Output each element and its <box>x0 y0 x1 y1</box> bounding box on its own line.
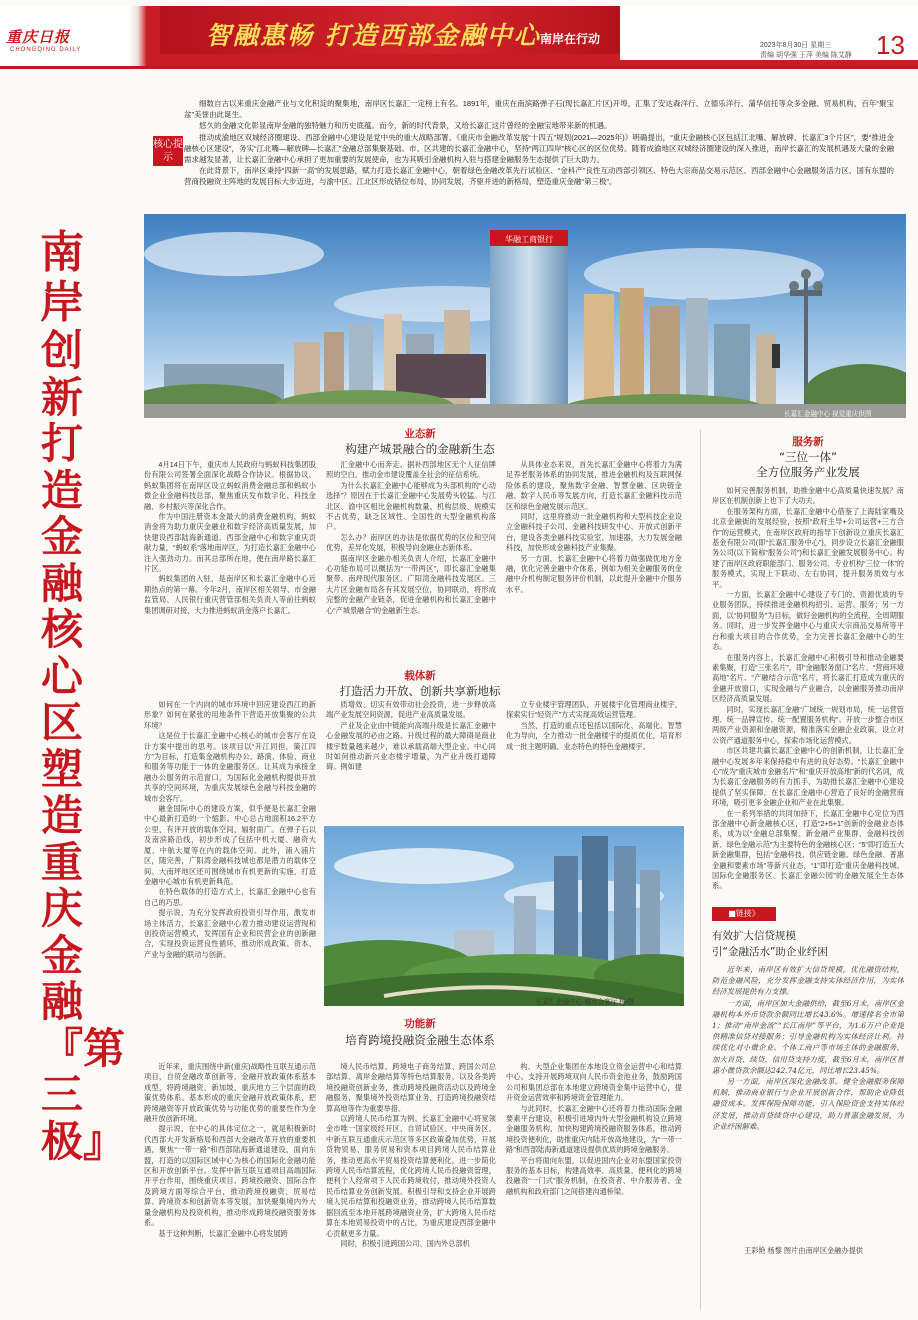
section-title-quote: “三位一体” <box>779 450 837 464</box>
paragraph: 提示说，为充分发挥政府投资引导作用，激发市场主体活力，长嘉汇金融中心着力推动建设运营现和创投资运营模式，发挥国有企业和民营企业的创新融合，实现投资运营良性循环，推动形成政策、资本、产业与金融的联动与创新。 <box>144 908 316 959</box>
paragraph: 同时，这里将推动一批金融机构和大型科技企业设立金融科技子公司、金融科技研发中心、开放式创新平台，建设各类金融科技实验室、加速器，大力发展金融科技，加快形成金融科技产业集聚。 <box>506 512 682 553</box>
paragraph: 另一方面，南岸区深化金融改革。健全金融服务保障机制，推动商业银行与企业开展创新合作，帮助企业降低融资成本。发挥保险保障功能，引入保险资金支持实体经济发展，推动首贷续贷中心建设，助力普惠金融发展，为企业纾困解难。 <box>712 1077 904 1131</box>
paragraph: 如何在一个内向的城市环境中回应建设西江的新形象？如何在紧张的用地条件下营造开放集聚的公共环境？ <box>144 700 316 730</box>
paragraph: 境人民币结算、跨境电子商务结算、跨国公司总部结算、离岸金融结算等特色结算服务，以及各类跨境投融资创新业务，推动跨境投融资活动以及跨境金融服务，聚集境外投资结算业务，打造跨境投融资结算高地等作为重要举措。 <box>326 1062 496 1113</box>
section-kicker: 业态新 <box>404 428 436 440</box>
district-title-text: 南岸 <box>40 227 84 328</box>
intro-paragraph: 细数自古以来重庆金融产业与文化积淀的聚集地，南岸区长嘉汇一定榜上有名。1891年，重庆在南滨路弹子石(现长嘉汇片区)开埠，汇集了安达森洋行、立德乐洋行、蒲华信托等众多金融、贸易机构，百年“聚宝盆”美誉由此诞生。 <box>184 99 894 120</box>
mid-photo-caption: 长嘉汇金融中心·城市会客厅 杨/摄 <box>536 999 635 1006</box>
paragraph: 这是位于长嘉汇金融中心核心的城市会客厅在设计方案中提出的思考。该项目以“开江同担，策江四方”为目标，打造集金融机构办公、路演、体验、商业和服务等功能于一体的金融服务区。让其成为承接金融办公服务的示范窗口，为国际化金融机构提供开放共享的空间环境，为重庆发展绿色金融与科技金融的城市会客厅。 <box>144 731 316 803</box>
paragraph: 与此同时，长嘉汇金融中心还将着力推动国际金融要素平台建设，积极引进境内外大型金融机构设立跨境金融服务机构，加快构建跨境投融资服务体系，推动跨境投资便利化，助推重庆内陆开放高地建设，为“一带一路”和西部陆海新通道建设提供优质的跨境金融服务。 <box>506 1103 682 1155</box>
paragraph: 在一系列举措的共同加持下，长嘉汇金融中心定位为西部金融中心新金融核心区，打造“2+5+1”创新的金融业态体系，成为以“金融总部集聚、新金融产业集群、金融科技创新、绿色金融示范”为主要特色的金融核心区；“5”即打造五大新金融集群，包括“金融科技、供应链金融、绿色金融、普惠金融和要素市场”等新兴业态，“1”即打造“重庆金融科技城、国际化金融服务区、长嘉汇金融公园”的金融发展全生态体系。 <box>712 808 904 891</box>
issue-date: 2023年8月30日 星期三 <box>760 42 832 49</box>
district-title <box>36 228 88 328</box>
paragraph: 在服务内容上，长嘉汇金融中心积极引导和推动金融要素集聚，打造“三张名片”，即“金融服务窗口”名片、“营商环境高地”名片、“产融结合示范”名片，将长嘉汇打造成为重庆的金融开放窗口，实现金融与产业融合，以金融服务推动南岸区经济高质量发展。 <box>712 652 904 704</box>
section-title: 全方位服务产业发展 <box>756 465 860 479</box>
article-column <box>326 460 496 660</box>
vertical-headline <box>36 326 126 1166</box>
paragraph: 一方面，南岸区加大金融供给，截至6月末，南岸区金融机构本外币贷款余额同比增长43.6%。增速排名全市第1；推动“南岸金流”“长江南岸”等平台，为1.6万户企业提供精准信贷对接服务；引导金融机构为实体经济让利。持续优化对小微企业、个体工商户等市场主体的金融服务，加大首贷、续贷、信用贷支持力度，截至6月末，南岸区普惠小微贷款余额达242.74亿元，同比增长23.45%。 <box>712 998 904 1075</box>
newspaper-logo-sub: CHONGQING DAILY <box>10 47 82 53</box>
paragraph: 从具体业态来说，首先长嘉汇金融中心将着力为满足养老服务体系的协同发展，推进金融机构及互联网保险体系的建设，聚焦数字金融、智慧金融、区块链金融、数字人民币等发展方向，打造长嘉汇金融科技示范区和绿色金融发展示范区。 <box>506 460 682 511</box>
paragraph: 立专业楼宇管理团队，开展楼宇化管理商业楼宇，探索实行“轻资产”方式实现高效运营管理。 <box>506 700 682 720</box>
article-column <box>326 1062 496 1312</box>
paragraph: 产业及企业由中链能向高端升级是长嘉汇金融中心金融发展的必由之路。升级过程的最大障碍是商业楼宇数量越来越少，难以承载高端大型企业。中心同时如何推动新兴业态楼宇增量，为产业升级打通障碍。例如建 <box>326 720 496 772</box>
paragraph: 作为中国注册资本金最大的消费金融机构，蚂蚁消金将为助力重庆金融业和数字经济高质量发展，加快建设西部陆海新通道、西部金融中心和数字重庆贡献力量，“蚂蚁系”落地南岸区，为打造长嘉汇金融中心注入强劲动力。而其总部所在地，便在南岸路长嘉汇片区。 <box>144 512 316 574</box>
paragraph: 蚂蚁集团的入驻，是南岸区和长嘉汇金融中心近期热点的第一幕。今年2月，南岸区相关领导、市金融监管局、人民银行重庆营管部相关负责人等前往蚂蚁集团调研对接，大力推进蚂蚁消金落户长嘉汇。 <box>144 574 316 615</box>
editors-line: 责编 胡华强 王萍 美编 陈艾静 <box>760 52 852 59</box>
article-column <box>326 700 496 814</box>
page-title: 智融惠畅 打造西部金融中心 <box>206 21 541 50</box>
sidebar-title-1: 有效扩大信贷规模 <box>712 930 796 942</box>
article-column <box>144 700 316 990</box>
article-column <box>506 460 682 660</box>
section-title: 打造活力开放、创新共享新地标 <box>339 684 501 698</box>
paragraph: 质增效、切实有效带动社会投资，进一步释放高端产业发展空间资源，促进产业高质量发展。 <box>326 700 496 720</box>
page-header <box>0 0 918 68</box>
paragraph: 构、大型企业集团在本地设立资金运营中心和结算中心。支持开展跨境双向人民币资金池业务，鼓励跨国公司和集团总部在本地建立跨境资金集中运营中心，提升资金运营效率和跨境资金管理能力。 <box>506 1062 682 1103</box>
paragraph: 为什么长嘉汇金融中心能够成为头部机构的“心动选择”？原因在于长嘉汇金融中心发展势头较猛。与江北区、渝中区相比金融机构数量、机构层级、规模实不占优势，缺乏区域性、全国性的大型金融机构落户。 <box>326 480 496 532</box>
section-kicker: 功能新 <box>404 1018 436 1030</box>
intro-block <box>184 98 894 210</box>
section-title: 培育跨境投融资金融生态体系 <box>345 1033 495 1047</box>
paragraph: 以跨境人民币结算为例。长嘉汇金融中心将宽领金市唯一国家级经开区、自贸试验区、中央商务区、中新互联互通重庆示范区等多区政策叠加优势，开展货物贸易、服务贸易和资本项目跨境人民币结算业务，推动更高水平贸易投资结算便利化，进一步简化跨境人民币结算流程，优化跨境人民币投融资管理，便利个人经常项下人民币跨境收付，推动境外投资人民币结算业务创新发展。积极引导和支持企业开展跨境人民币结算和投融资业务，推动跨境人民币结算数据回流至本地开展跨境融资业务，扩大跨境人民币结算在本地贸易投资中的占比，为重庆建设西部金融中心贡献更多力量。 <box>326 1114 496 1238</box>
vertical-headline-text: 创新打造金融核心区 塑造重庆金融『第三极』 <box>41 326 126 1166</box>
paragraph: 在特色载体的打造方式上，长嘉汇金融中心也有自己的巧思。 <box>144 887 316 907</box>
article-column <box>144 460 316 692</box>
section-kicker: 服务新 <box>792 436 824 448</box>
newspaper-logo: 重庆日报 <box>6 28 71 46</box>
paragraph: 4月14日下午，重庆市人民政府与蚂蚁科技集团股份有限公司签署全面深化战略合作协议。根据协议，蚂蚁集团将在南岸区设立蚂蚁消费金融总部和蚂蚁小微企业金融科技总部，聚焦重庆发布数字化、科技金融、乡村振兴等深化合作。 <box>144 460 316 511</box>
section-kicker: 载体新 <box>404 670 436 682</box>
paragraph: 在服务架构方面，长嘉汇金融中心借鉴了上海陆家嘴及北京金融街的发展经验，按照“政府主导+公司运营+三方合作”的运营模式，在南岸区政府的指导下创新设立重庆长嘉汇基金有限公司(即“长嘉汇服务中心”)，同步设立长嘉汇金融服务公司(以下简称“服务公司”)和长嘉汇金融发展服务中心。构建了南岸区政府职能部门、服务公司、专业机构“三位一体”的服务模式，实现上下联动、左右协同，提升服务质效与水平。 <box>712 506 904 589</box>
paragraph: 汇金融中心而奔走。据补西部地区无个人征信牌照的空白，推动金市建设覆盖全社会的征信系统。 <box>326 460 496 480</box>
sidebar-label: ■链接》 <box>712 907 776 921</box>
paragraph: 近年来，南岸区有效扩大信贷规模，优化融资结构，防范金融风险，充分发挥金融支持实体经济作用，为实体经济发展提供有力支撑。 <box>712 965 904 997</box>
paragraph: 近年来，重庆围绕中新(重庆)战略性互联互通示范项目，自贸金融改革创新等，金融开放政策体系基本成型，将跨境融资、新加坡、重庆地方三个层面的政策优势体系。基本形成的重庆金融开放政策体系，把跨境融资等开放政策优势与功能优势的重要性作为金融开放创新环境。 <box>144 1062 316 1124</box>
page-number: 13 <box>876 30 905 60</box>
paragraph: 同时，积极引进跨国公司、国内外总部机 <box>340 1238 470 1248</box>
intro-paragraph: 在此背景下，南岸区秉持“四新一高”的发展思路，赋力打造长嘉汇金融中心，朝着绿色金融改革先行试验区、“金科产”良性互动西部引领区、特色大宗商品交易示范区、西部金融中心金融服务活力区、国有东盟的营商投融资主阵地的发展目标大步迈进，与渝中区、江北区形成错位布局、协同发展，齐驱并进的新格局，塑造重庆金融“第三极”。 <box>184 166 894 187</box>
riverside-plaza-image <box>324 826 684 1006</box>
bank-sign: 华融工商银行 <box>505 235 553 244</box>
intro-paragraph: 推动成渝地区双城经济圈建设、西部金融中心建设是党中央的重大战略部署。《重庆市金融改革发展“十四五”规划(2021—2025年)》明确提出，“重庆金融核心区包括江北嘴、解放碑、长嘉汇3个片区”，要“推进金融核心区建设”，务实“江北嘴—解放碑—长嘉汇”金融总部集聚基础。市、区共建的长嘉汇金融中心，坚持“两江四岸”核心区的区位优势。随着成渝地区双城经济圈建设的深入推进，南岸长嘉汇的发展机遇及大量的金融需求越发显著，让长嘉汇金融中心承担了更加重要的发展使命，也为其吸引金融机构入驻与搭建金融服务生态提供了巨大助力。 <box>184 132 894 165</box>
paragraph: 提示说，在中心的具体定位之一，就是积极新时代西部大开发新格局和西部大金融改革开放的重要机遇，聚焦“一带一路”和西部陆海新通道建设，面向东盟，打造的以国际区域中心为核心的国际化金融功能区和开放创新平台。发挥中新互联互通项目高端国际开平台作用，围绕重庆项目、跨境投融资、国际合作及跨境方面等综合平台，推动跨境投融资、贸易结算、跨境资本和创新资本等发展，加快聚集境内外大量金融机构及投资机构，推动形成跨境投融资服务体系。 <box>144 1124 316 1228</box>
article-column <box>506 700 682 814</box>
paragraph: 同时，实现长嘉汇金融“广域统一规划市局，统一运营管理、统一品牌宣传、统一配置服务机构”。开放一步整合市区两级产业资源和金融资源，精准落实金融企业政策，设立对公资产通道服务中心，探索市场化运营模式。 <box>712 704 904 745</box>
core-tag: 核心提示 <box>153 136 183 166</box>
sidebar-body <box>712 964 904 1186</box>
article-column <box>144 1062 316 1312</box>
top-photo-caption: 长嘉汇金融中心 视觉重庆供图 <box>784 411 872 418</box>
byline: 王彩艳 杨黎 图片由南岸区金融办提供 <box>744 1246 863 1255</box>
mid-photo <box>324 826 684 1006</box>
paragraph: 市区共建共赢长嘉汇金融中心的创新机制，让长嘉汇金融中心发展多年来保持稳中有进的良好态势。“长嘉汇金融中心”成为“重庆城市金融名片”和“重庆开放高地”新的代名词，成为长嘉汇金融服务的有力抓手，为助推长嘉汇金融中心建设提供了坚实保障，在长嘉汇金融中心营造了良好的金融营商环境，吸引更多金融企业和产业在此集聚。 <box>712 746 904 808</box>
section-title: 构建产城景融合的金融新生态 <box>345 442 495 456</box>
city-skyline-image <box>144 214 906 418</box>
top-photo <box>144 214 906 418</box>
paragraph: 据南岸区金融办相关负责人介绍，长嘉汇金融中心功能布局可以概括为“一带两区”，即长嘉汇金融集聚带、南坪现代服务区、广阳湾金融科技发展区。三大片区金融布局各有其发展空位，协同联动，将形成完整的金融产业链条，促进金融机构和长嘉汇金融中心“产城景融合”的金融新生态。 <box>326 553 496 615</box>
paragraph: 怎么办？南岸区的办法是依据优势的区位和空间优势，差异化发展，积极导向金融业态新体系。 <box>326 532 496 553</box>
paragraph: 平台将面向东盟，以促进国内企业对东盟国家投资服务的基本目标，构建高效率、高质量、便利化的跨境投融资“一门式”服务机制，在投资者、中介服务者、金融机构和政府部门之间搭建沟通桥梁。 <box>506 1155 682 1196</box>
header-rule <box>0 66 918 69</box>
page-subtitle: 南岸在行动 <box>540 32 601 46</box>
paragraph: 当然，打造的重点还包括以国际化、高端化、智慧化为导向，全力推动一批金融楼宇的提质优化，培育形成一批主题明确、业态特色的特色金融楼宇。 <box>506 720 682 751</box>
paragraph: 如何完善服务机制，助推金融中心高质量快速发展？南岸区在机制创新上也下了大功夫。 <box>712 486 904 506</box>
sidebar-title-2: 引“金融活水”助企业纾困 <box>712 946 828 958</box>
paragraph: 一方面，长嘉汇金融中心建设了专门的、资源优质的专业服务团队，持续推进金融机构招引、运营、服务；另一方面，以“协同服务”为目标，做好金融机构的全流程、全周期服务。同时，进一步发挥金融中心与重庆大宗商品交易所等平台和重大项目的合作优势，全力完善长嘉汇金融中心的生态。 <box>712 590 904 652</box>
article-column <box>712 486 904 902</box>
article-column <box>506 1062 682 1312</box>
paragraph: 融金国际中心的建设方案，似乎便是长嘉汇金融中心最新打造的一个缩影。中心总占地面积16.2平方公里，有评开放的载体空间，辐射面广。在弹子石以及南滨路沿线，初步形成了包括中机大厦、融资大厦、中航大厦等在内的载体空间。此外，浦入浦片区，随完善，广阳湾金融科技城也都是潜力的载体空间。大南坪地区还可围绕城市有机更新的实施，打造金融中心城市有机更新典范。 <box>144 804 316 886</box>
paragraph: 基于这种判断，长嘉汇金融中心将发展跨 <box>158 1228 288 1238</box>
paragraph: 另一方面，长嘉汇金融中心将着力做强做优地方金融，优化完善金融中介体系，例如为相关金融服务的金融中介机构制定服务评价机制，以此提升金融中介服务水平。 <box>506 553 682 594</box>
intro-paragraph: 悠久的金融文化彰显南岸金融的独特魅力和历史底蕴。而今，新的时代背景，又给长嘉汇这片曾经的金融宝地带来新的机遇。 <box>199 121 612 131</box>
column-divider <box>700 430 701 1310</box>
